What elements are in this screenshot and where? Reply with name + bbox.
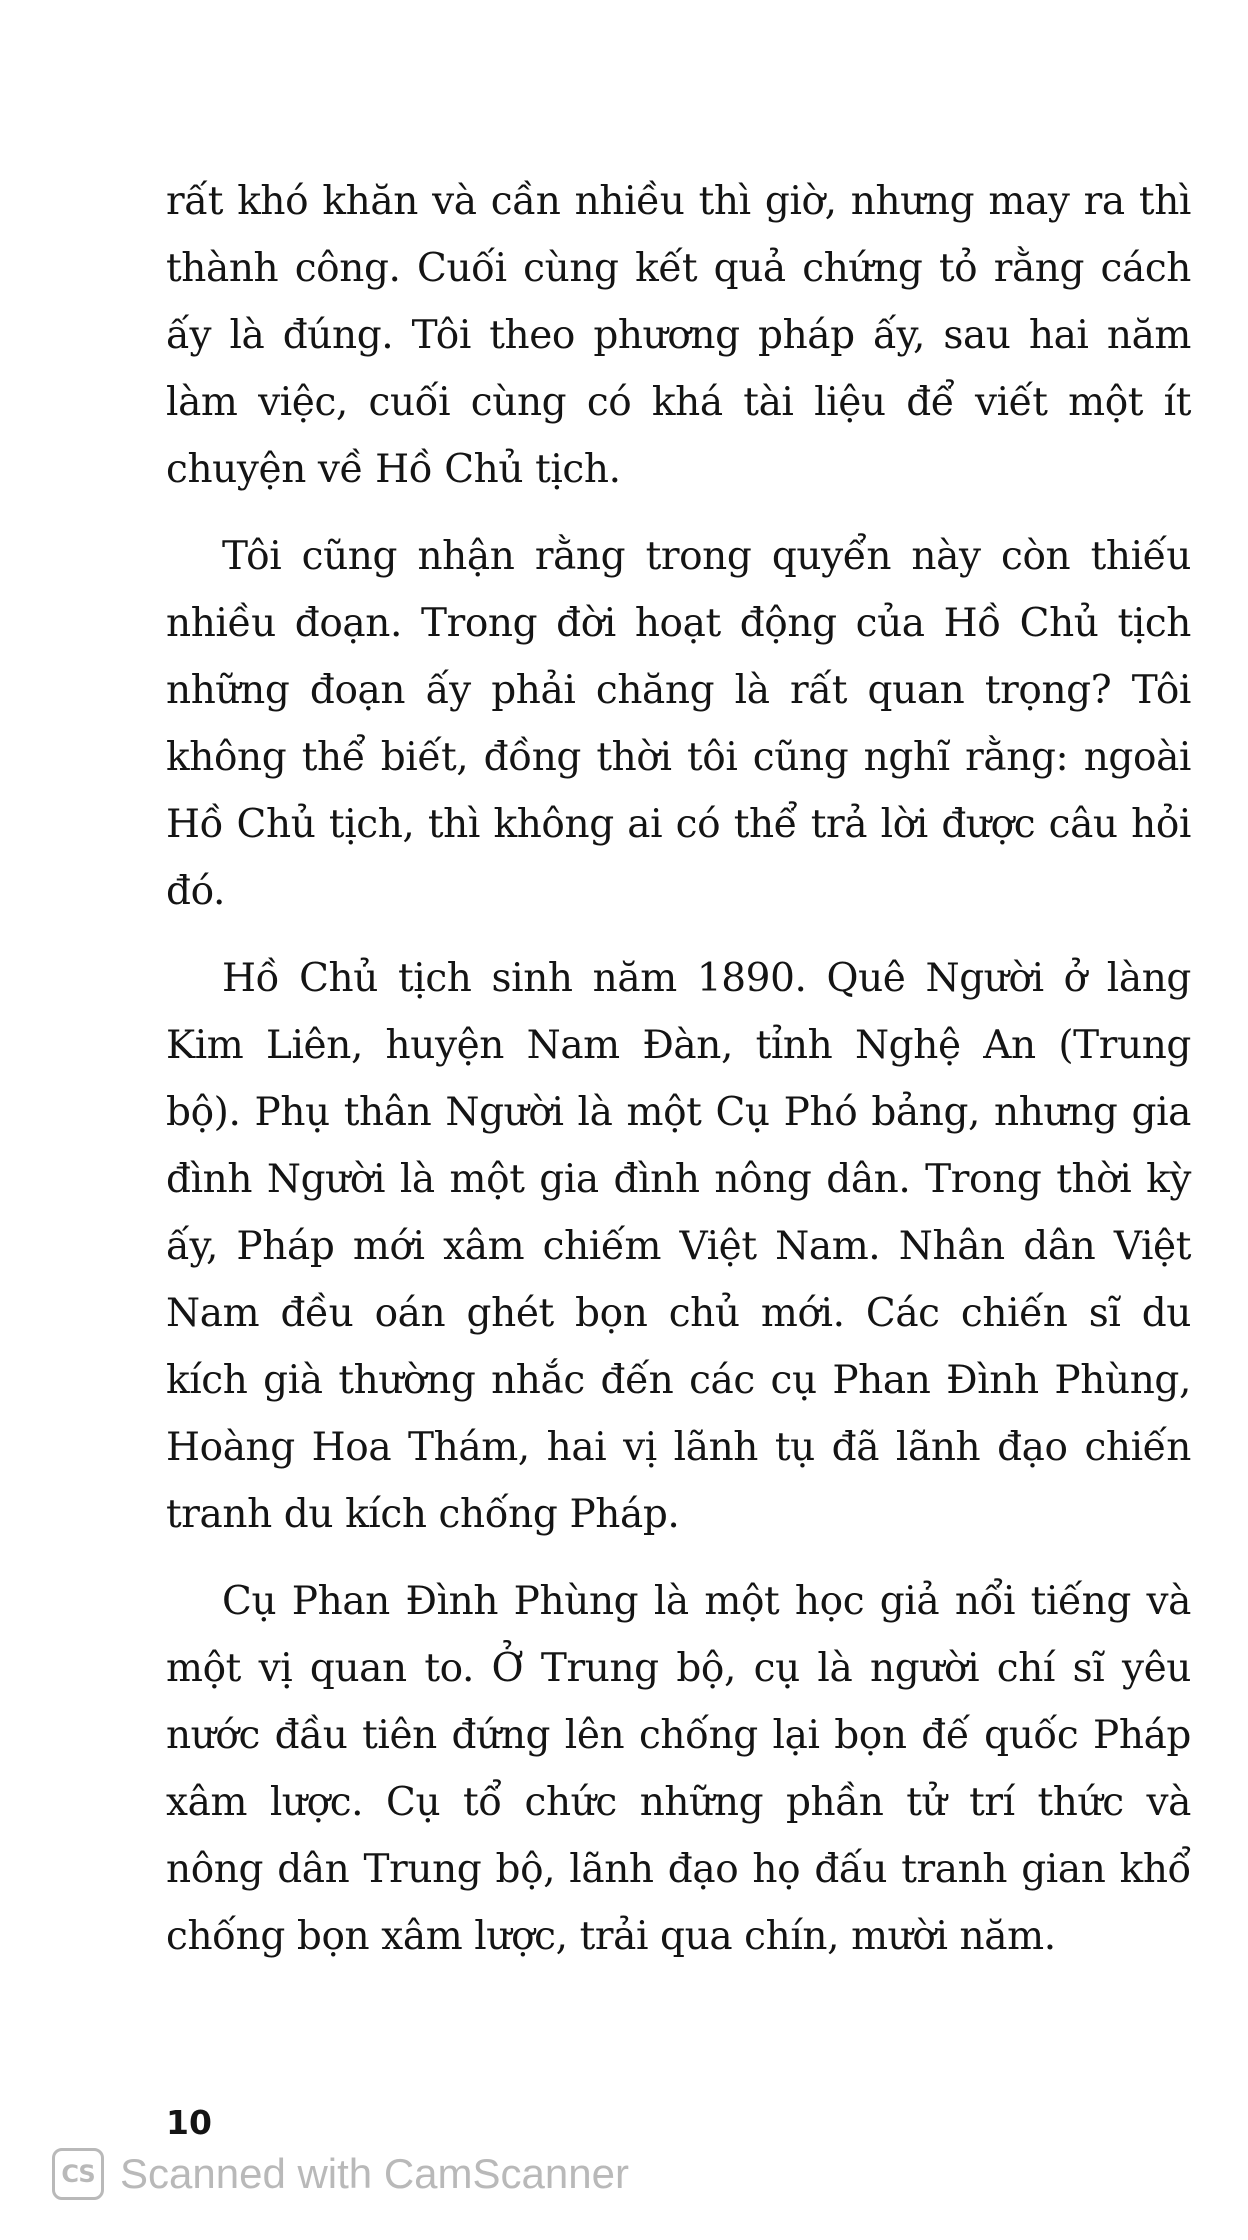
watermark-text: Scanned with CamScanner	[120, 2150, 629, 2197]
paragraph-1: rất khó khăn và cần nhiều thì giờ, nhưng may ra thì thành công. Cuối cùng kết quả chứng tỏ rằng cách ấy là đúng. Tôi theo phương pháp ấy, sau hai năm làm việc, cuối cùng có khá tài liệu để viết một ít chuyện về Hồ Chủ tịch.	[166, 179, 1191, 492]
camscanner-watermark	[52, 2144, 629, 2204]
paragraph-2: Tôi cũng nhận rằng trong quyển này còn thiếu nhiều đoạn. Trong đời hoạt động của Hồ Chủ tịch những đoạn ấy phải chăng là rất quan trọng? Tôi không thể biết, đồng thời tôi cũng nghĩ rằng: ngoài Hồ Chủ tịch, thì không ai có thể trả lời được câu hỏi đó.	[166, 534, 1191, 914]
body-text	[166, 168, 1191, 1990]
camscanner-logo-icon: CS	[52, 2148, 104, 2200]
paragraph-3: Hồ Chủ tịch sinh năm 1890. Quê Người ở làng Kim Liên, huyện Nam Đàn, tỉnh Nghệ An (Trung bộ). Phụ thân Người là một Cụ Phó bảng, nhưng gia đình Người là một gia đình nông dân. Trong thời kỳ ấy, Pháp mới xâm chiếm Việt Nam. Nhân dân Việt Nam đều oán ghét bọn chủ mới. Các chiến sĩ du kích già thường nhắc đến các cụ Phan Đình Phùng, Hoàng Hoa Thám, hai vị lãnh tụ đã lãnh đạo chiến tranh du kích chống Pháp.	[166, 956, 1191, 1537]
page-number: 10	[166, 2103, 212, 2142]
paragraph-4: Cụ Phan Đình Phùng là một học giả nổi tiếng và một vị quan to. Ở Trung bộ, cụ là người chí sĩ yêu nước đầu tiên đứng lên chống lại bọn đế quốc Pháp xâm lược. Cụ tổ chức những phần tử trí thức và nông dân Trung bộ, lãnh đạo họ đấu tranh gian khổ chống bọn xâm lược, trải qua chín, mười năm.	[166, 1579, 1191, 1959]
